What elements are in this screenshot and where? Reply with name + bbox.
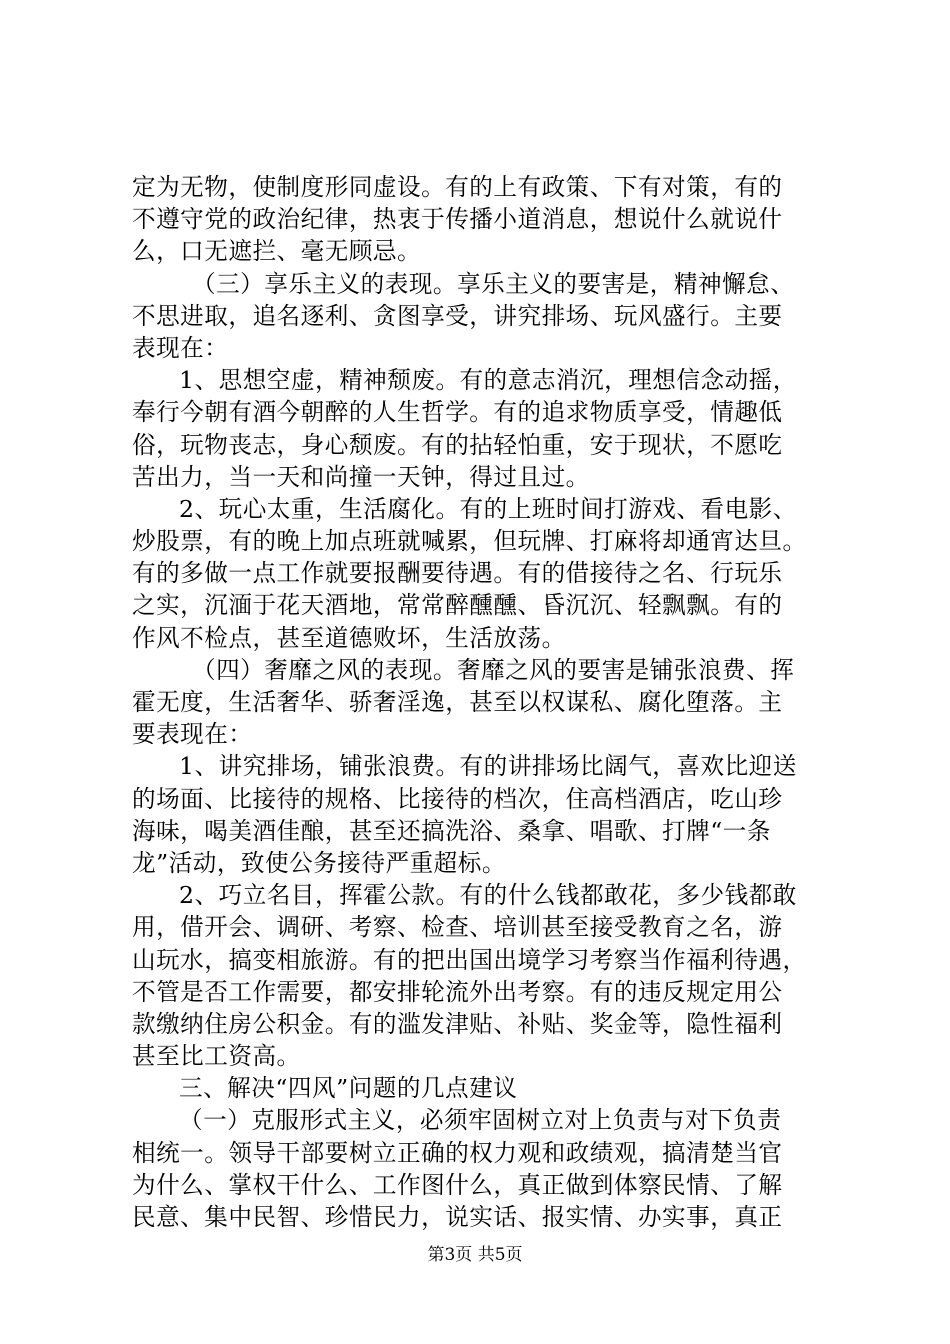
text-line: （一）克服形式主义，必须牢固树立对上负责与对下负责 — [179, 1106, 782, 1135]
document-body — [132, 171, 832, 1233]
text-line: 山玩水，搞变相旅游。有的把出国出境学习考察当作福利待遇， — [132, 945, 807, 974]
text-line: 要表现在： — [132, 720, 253, 749]
text-line: 之实，沉湎于花天酒地，常常醉醺醺、昏沉沉、轻飘飘。有的 — [132, 591, 783, 620]
text-line: 相统一。领导干部要树立正确的权力观和政绩观，搞清楚当官 — [132, 1138, 783, 1167]
text-line: 表现在： — [132, 333, 229, 362]
text-line: 的场面、比接待的规格、比接待的档次，住高档酒店，吃山珍 — [132, 784, 783, 813]
text-line: 2、巧立名目，挥霍公款。有的什么钱都敢花，多少钱都敢 — [179, 881, 797, 910]
text-line: 用，借开会、调研、考察、检查、培训甚至接受教育之名，游 — [132, 913, 783, 942]
text-line: 甚至比工资高。 — [132, 1042, 301, 1071]
page-number: 第3页 共5页 — [427, 1245, 523, 1265]
text-line: 么，口无遮拦、毫无顾忌。 — [132, 237, 422, 266]
text-line: （四）奢靡之风的表现。奢靡之风的要害是铺张浪费、挥 — [192, 655, 795, 684]
text-line: （三）享乐主义的表现。享乐主义的要害是，精神懈怠、 — [192, 269, 795, 298]
text-line: 苦出力，当一天和尚撞一天钟，得过且过。 — [132, 462, 590, 491]
text-line: 有的多做一点工作就要报酬要待遇。有的借接待之名、行玩乐 — [132, 559, 783, 588]
text-line: 为什么、掌权干什么、工作图什么，真正做到体察民情、了解 — [132, 1170, 783, 1199]
text-line: 奉行今朝有酒今朝醉的人生哲学。有的追求物质享受，情趣低 — [132, 398, 783, 427]
text-line: 龙”活动，致使公务接待严重超标。 — [132, 848, 506, 877]
text-line: 1、讲究排场，铺张浪费。有的讲排场比阔气，喜欢比迎送 — [179, 752, 797, 781]
text-line: 民意、集中民智、珍惜民力，说实话、报实情、办实事，真正 — [132, 1203, 783, 1231]
page-footer — [0, 1244, 950, 1266]
text-line: 炒股票，有的晚上加点班就喊累，但玩牌、打麻将却通宵达旦。 — [132, 527, 807, 556]
text-line: 俗，玩物丧志，身心颓废。有的拈轻怕重，安于现状，不愿吃 — [132, 430, 783, 459]
text-line: 海味，喝美酒佳酿，甚至还搞洗浴、桑拿、唱歌、打牌“一条 — [132, 816, 771, 845]
text-line: 不遵守党的政治纪律，热衷于传播小道消息，想说什么就说什 — [132, 205, 783, 234]
text-line: 霍无度，生活奢华、骄奢淫逸，甚至以权谋私、腐化堕落。主 — [132, 688, 783, 716]
text-line: 三、解决“四风”问题的几点建议 — [179, 1074, 518, 1103]
text-line: 1、思想空虚，精神颓废。有的意志消沉，理想信念动摇， — [179, 366, 797, 395]
text-line: 作风不检点，甚至道德败坏，生活放荡。 — [132, 623, 566, 652]
text-line: 定为无物，使制度形同虚设。有的上有政策、下有对策，有的 — [132, 173, 783, 201]
text-line: 款缴纳住房公积金。有的滥发津贴、补贴、奖金等，隐性福利 — [132, 1009, 783, 1038]
text-line: 2、玩心太重，生活腐化。有的上班时间打游戏、看电影、 — [179, 494, 797, 523]
text-line: 不思进取，追名逐利、贪图享受，讲究排场、玩风盛行。主要 — [132, 301, 783, 330]
text-line: 不管是否工作需要，都安排轮流外出考察。有的违反规定用公 — [132, 977, 783, 1006]
